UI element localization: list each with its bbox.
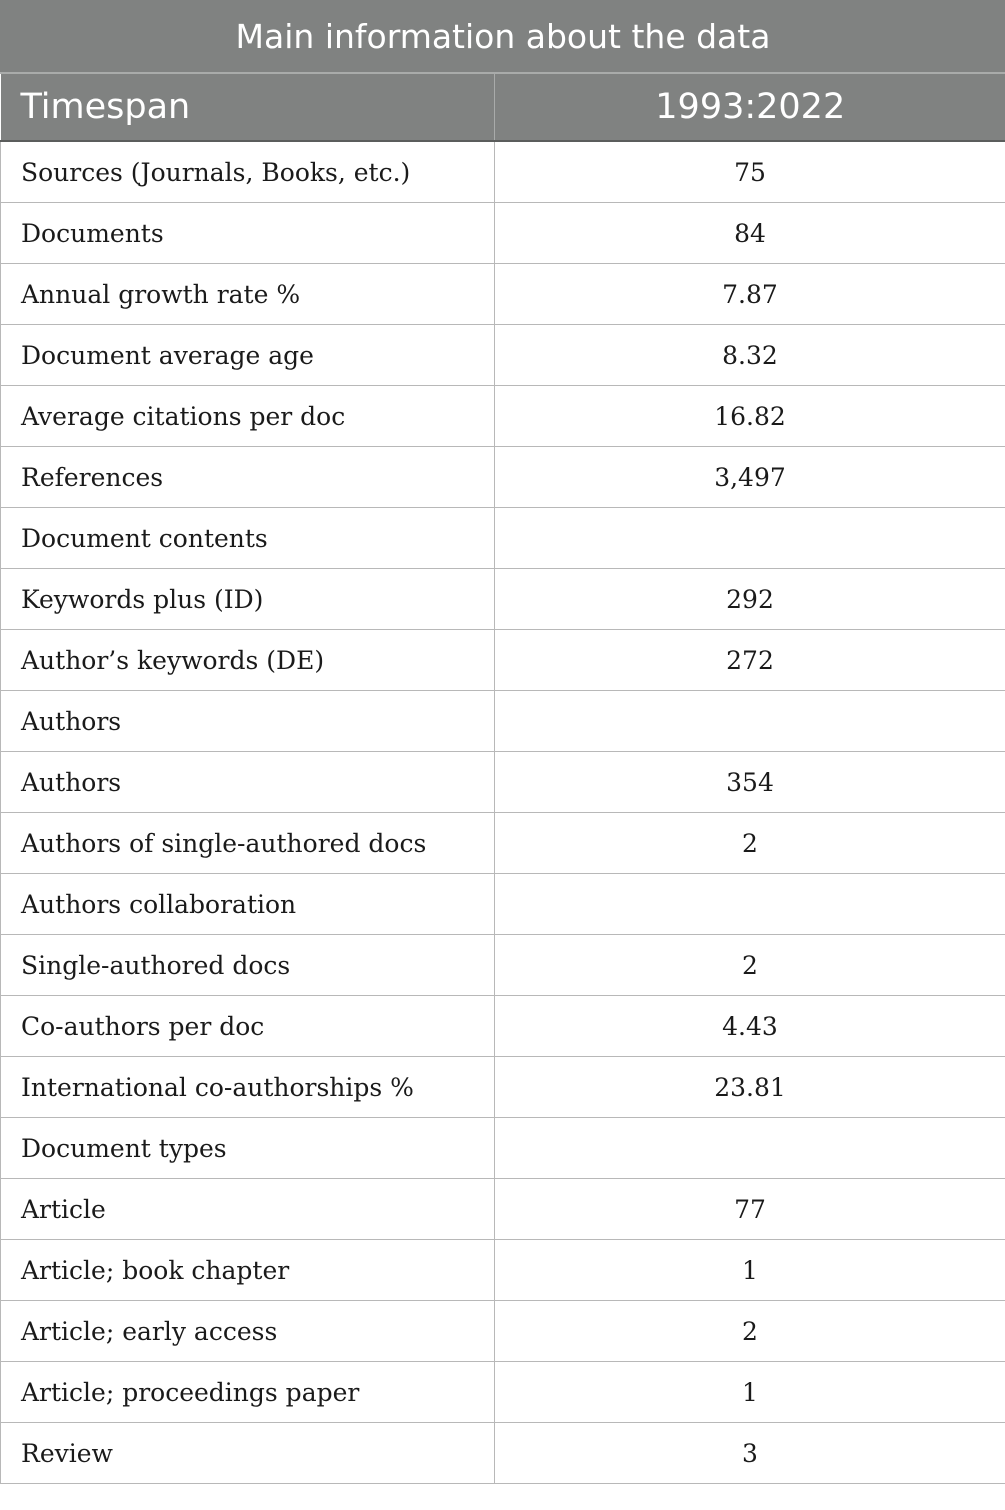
table-row [1,264,1005,325]
header-value-cell: 1993:2022 [495,73,1005,141]
table-row [1,996,1005,1057]
row-label-cell: Document average age [1,325,495,386]
row-label-cell: Keywords plus (ID) [1,569,495,630]
row-value-cell: 4.43 [495,996,1005,1057]
table-header-row [1,73,1005,141]
row-label-cell: Co-authors per doc [1,996,495,1057]
row-value-cell [495,874,1005,935]
table-row [1,569,1005,630]
row-label-cell: Documents [1,203,495,264]
row-value-cell: 2 [495,1301,1005,1362]
table-row [1,325,1005,386]
table-row [1,1301,1005,1362]
row-label-cell: Sources (Journals, Books, etc.) [1,141,495,203]
row-value-cell: 2 [495,935,1005,996]
table-row [1,447,1005,508]
table-row [1,203,1005,264]
row-label-cell: Authors of single-authored docs [1,813,495,874]
table-row [1,1362,1005,1423]
table-row [1,1240,1005,1301]
row-label-cell: Average citations per doc [1,386,495,447]
row-value-cell: 3 [495,1423,1005,1484]
row-value-cell: 23.81 [495,1057,1005,1118]
row-label-cell: Article; book chapter [1,1240,495,1301]
table-row [1,141,1005,203]
row-label-cell: Document contents [1,508,495,569]
table-row [1,691,1005,752]
row-label-cell: Article; proceedings paper [1,1362,495,1423]
header-label-cell: Timespan [1,73,495,141]
table-row [1,1057,1005,1118]
row-value-cell: 8.32 [495,325,1005,386]
table-row [1,508,1005,569]
row-label-cell: International co-authorships % [1,1057,495,1118]
row-label-cell: Article; early access [1,1301,495,1362]
row-value-cell: 84 [495,203,1005,264]
row-value-cell: 75 [495,141,1005,203]
row-value-cell: 2 [495,813,1005,874]
table-row [1,1118,1005,1179]
row-label-cell: Single-authored docs [1,935,495,996]
table-row [1,874,1005,935]
row-value-cell: 16.82 [495,386,1005,447]
row-value-cell [495,508,1005,569]
table-row [1,752,1005,813]
row-label-cell: Authors collaboration [1,874,495,935]
row-value-cell: 292 [495,569,1005,630]
row-label-cell: References [1,447,495,508]
row-label-cell: Authors [1,691,495,752]
row-value-cell: 354 [495,752,1005,813]
row-label-cell: Authors [1,752,495,813]
row-label-cell: Author’s keywords (DE) [1,630,495,691]
row-value-cell: 272 [495,630,1005,691]
table-title-row [1,0,1005,73]
row-value-cell: 3,497 [495,447,1005,508]
row-value-cell [495,1118,1005,1179]
table-row [1,935,1005,996]
row-label-cell: Article [1,1179,495,1240]
table-title: Main information about the data [1,0,1005,73]
table-body [1,141,1005,1484]
table-row [1,630,1005,691]
row-label-cell: Document types [1,1118,495,1179]
row-value-cell: 7.87 [495,264,1005,325]
row-value-cell: 1 [495,1362,1005,1423]
table-row [1,1179,1005,1240]
table-row [1,386,1005,447]
row-label-cell: Review [1,1423,495,1484]
row-label-cell: Annual growth rate % [1,264,495,325]
table-row [1,813,1005,874]
row-value-cell [495,691,1005,752]
table-row [1,1423,1005,1484]
row-value-cell: 1 [495,1240,1005,1301]
row-value-cell: 77 [495,1179,1005,1240]
